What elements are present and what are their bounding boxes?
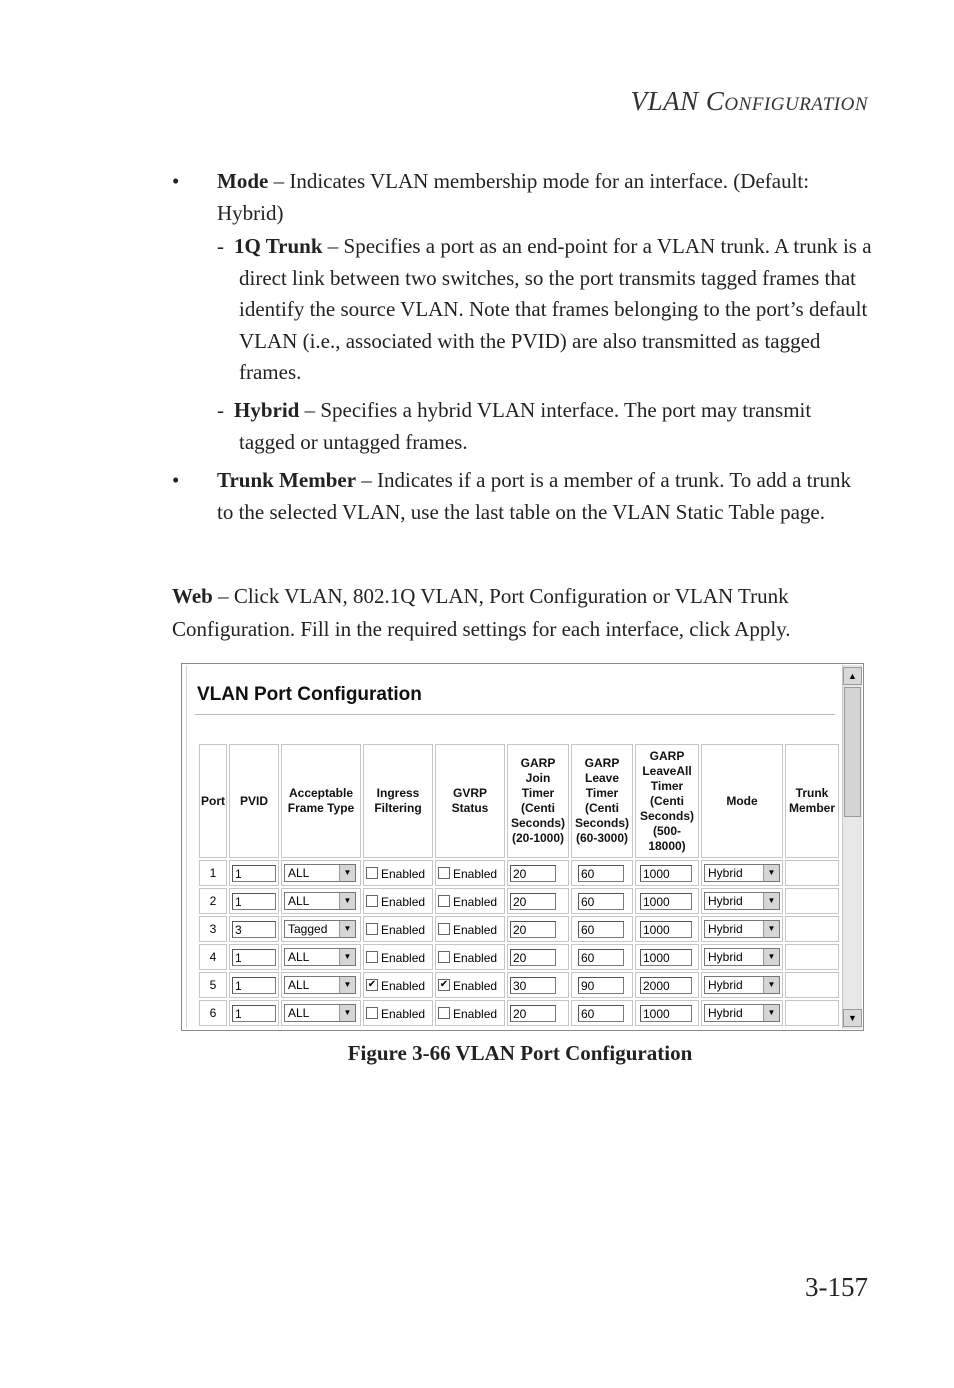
ingress-cell <box>363 1000 433 1026</box>
pvid-input[interactable]: 1 <box>232 949 276 966</box>
mode-cell <box>701 1000 783 1026</box>
gvrp-cell <box>435 972 505 998</box>
join-cell <box>507 944 569 970</box>
port-number: 1 <box>199 860 227 886</box>
table-row <box>199 888 839 914</box>
subitem-term: Hybrid <box>234 398 300 422</box>
header-lan: LAN <box>647 86 706 116</box>
chevron-down-icon: ▼ <box>339 893 355 909</box>
garp-join-input[interactable]: 30 <box>510 977 556 994</box>
frame-type-cell <box>281 888 361 914</box>
leave-cell <box>571 972 633 998</box>
port-number: 2 <box>199 888 227 914</box>
frame-type-select[interactable] <box>284 864 356 882</box>
pvid-input[interactable]: 1 <box>232 977 276 994</box>
chevron-down-icon: ▼ <box>339 977 355 993</box>
table-row <box>199 860 839 886</box>
mode-value: Hybrid <box>708 922 743 936</box>
checkbox-label: Enabled <box>381 1006 426 1021</box>
port-number: 4 <box>199 944 227 970</box>
mode-select[interactable] <box>704 976 780 994</box>
vertical-scrollbar[interactable] <box>842 665 862 1029</box>
bullet-dot: • <box>172 169 180 193</box>
leaveall-cell <box>635 944 699 970</box>
gvrp-status-checkbox[interactable] <box>438 951 450 963</box>
ingress-filtering-checkbox[interactable] <box>366 867 378 879</box>
frame-type-cell <box>281 944 361 970</box>
join-cell <box>507 972 569 998</box>
col-gvrp: GVRP Status <box>435 744 505 858</box>
frame-type-cell <box>281 916 361 942</box>
mode-cell <box>701 860 783 886</box>
garp-leaveall-input[interactable]: 1000 <box>640 1005 692 1022</box>
garp-leaveall-input[interactable]: 1000 <box>640 893 692 910</box>
frame-type-select[interactable] <box>284 892 356 910</box>
checkbox-label: Enabled <box>453 894 498 909</box>
garp-leaveall-input[interactable]: 1000 <box>640 949 692 966</box>
subitem-dash: - <box>217 234 224 258</box>
col-trunk-member: Trunk Member <box>785 744 839 858</box>
config-panel <box>186 666 841 1028</box>
frame-type-cell <box>281 860 361 886</box>
chevron-down-icon: ▼ <box>339 865 355 881</box>
pvid-cell <box>229 972 279 998</box>
col-port: Port <box>199 744 227 858</box>
pvid-input[interactable]: 1 <box>232 893 276 910</box>
checkbox-label: Enabled <box>453 978 498 993</box>
join-cell <box>507 888 569 914</box>
running-header <box>631 86 868 117</box>
ingress-cell <box>363 972 433 998</box>
subitem-text: – Specifies a hybrid VLAN interface. The port may transmit tagged or untagged frames. <box>239 398 812 454</box>
garp-leaveall-input[interactable]: 2000 <box>640 977 692 994</box>
garp-leave-input[interactable]: 60 <box>578 949 624 966</box>
join-cell <box>507 916 569 942</box>
col-garp-leave: GARP Leave Timer (Centi Seconds) (60-3000) <box>571 744 633 858</box>
col-garp-join: GARP Join Timer (Centi Seconds) (20-1000) <box>507 744 569 858</box>
vlan-table-body <box>199 860 839 1026</box>
trunk-member-cell <box>785 860 839 886</box>
join-cell <box>507 860 569 886</box>
gvrp-status-checkbox[interactable] <box>438 923 450 935</box>
subitem-term: 1Q Trunk <box>234 234 323 258</box>
gvrp-status-checkbox[interactable] <box>438 867 450 879</box>
bullet-text: – Indicates VLAN membership mode for an interface. (Default: Hybrid) <box>217 169 810 225</box>
gvrp-cell <box>435 1000 505 1026</box>
mode-cell <box>701 888 783 914</box>
mode-select[interactable] <box>704 892 780 910</box>
garp-join-input[interactable]: 20 <box>510 949 556 966</box>
frame-type-select[interactable] <box>284 1004 356 1022</box>
mode-value: Hybrid <box>708 1006 743 1020</box>
col-frame-type: Acceptable Frame Type <box>281 744 361 858</box>
frame-type-value: ALL <box>288 950 310 964</box>
frame-type-select[interactable] <box>284 948 356 966</box>
checkbox-label: Enabled <box>453 866 498 881</box>
frame-type-value: ALL <box>288 894 310 908</box>
trunk-member-cell <box>785 972 839 998</box>
gvrp-status-checkbox[interactable] <box>438 979 450 991</box>
garp-join-input[interactable]: 20 <box>510 865 556 882</box>
frame-type-select[interactable] <box>284 920 356 938</box>
bullet-dot: • <box>172 468 180 492</box>
frame-type-value: Tagged <box>288 922 328 936</box>
vlan-port-table <box>197 742 841 1028</box>
mode-cell <box>701 916 783 942</box>
chevron-down-icon: ▼ <box>763 921 779 937</box>
ingress-filtering-checkbox[interactable] <box>366 979 378 991</box>
mode-value: Hybrid <box>708 866 743 880</box>
pvid-cell <box>229 860 279 886</box>
chevron-down-icon: ▼ <box>339 921 355 937</box>
bullet-mode <box>172 166 872 229</box>
mode-cell <box>701 972 783 998</box>
trunk-member-cell <box>785 1000 839 1026</box>
subitem-dash: - <box>217 398 224 422</box>
mode-value: Hybrid <box>708 950 743 964</box>
header-cap-v: V <box>630 86 648 116</box>
bullet-term: Mode <box>217 169 269 193</box>
checkbox-label: Enabled <box>453 922 498 937</box>
join-cell <box>507 1000 569 1026</box>
gvrp-cell <box>435 944 505 970</box>
pvid-cell <box>229 944 279 970</box>
panel-title: VLAN Port Configuration <box>197 684 422 705</box>
trunk-member-cell <box>785 888 839 914</box>
checkbox-label: Enabled <box>381 894 426 909</box>
leaveall-cell <box>635 972 699 998</box>
checkbox-label: Enabled <box>381 922 426 937</box>
garp-join-input[interactable]: 20 <box>510 1005 556 1022</box>
garp-leave-input[interactable]: 60 <box>578 921 624 938</box>
garp-leave-input[interactable]: 60 <box>578 1005 624 1022</box>
ingress-filtering-checkbox[interactable] <box>366 895 378 907</box>
mode-cell <box>701 944 783 970</box>
web-paragraph <box>172 580 872 645</box>
pvid-input[interactable]: 3 <box>232 921 276 938</box>
pvid-input[interactable]: 1 <box>232 865 276 882</box>
frame-type-select[interactable] <box>284 976 356 994</box>
ingress-filtering-checkbox[interactable] <box>366 923 378 935</box>
chevron-down-icon: ▼ <box>763 949 779 965</box>
leave-cell <box>571 888 633 914</box>
garp-leave-input[interactable]: 60 <box>578 865 624 882</box>
ingress-filtering-checkbox[interactable] <box>366 951 378 963</box>
frame-type-value: ALL <box>288 1006 310 1020</box>
bullet-trunk-member <box>172 465 872 528</box>
bullet-term: Trunk Member <box>217 468 357 492</box>
check-mark-icon: ✔ <box>439 979 449 991</box>
table-header-row <box>199 744 839 858</box>
checkbox-label: Enabled <box>381 978 426 993</box>
web-term: Web <box>172 584 213 608</box>
bullet-text: – Indicates if a port is a member of a trunk. To add a trunk to the selected VLAN, use the last table on the VLAN Static Table page. <box>217 468 852 524</box>
checkbox-label: Enabled <box>381 866 426 881</box>
col-ingress: Ingress Filtering <box>363 744 433 858</box>
pvid-cell <box>229 888 279 914</box>
figure-caption: Figure 3-66 VLAN Port Configuration <box>347 1041 693 1065</box>
ingress-cell <box>363 944 433 970</box>
pvid-input[interactable]: 1 <box>232 1005 276 1022</box>
port-number: 3 <box>199 916 227 942</box>
ingress-cell <box>363 916 433 942</box>
web-text: – Click VLAN, 802.1Q VLAN, Port Configuration or VLAN Trunk Configuration. Fill in the required settings for each interface, click Apply. <box>172 584 791 641</box>
check-mark-icon: ✔ <box>367 979 377 991</box>
pvid-cell <box>229 1000 279 1026</box>
mode-select[interactable] <box>704 1004 780 1022</box>
chevron-down-icon: ▼ <box>339 1005 355 1021</box>
header-cap-c: C <box>705 86 725 116</box>
mode-select[interactable] <box>704 864 780 882</box>
gvrp-status-checkbox[interactable] <box>438 895 450 907</box>
page-number: 3-157 <box>805 1272 868 1302</box>
col-garp-leaveall: GARP LeaveAll Timer (Centi Seconds) (500- 18000) <box>635 744 699 858</box>
garp-leaveall-input[interactable]: 1000 <box>640 865 692 882</box>
scroll-up-button[interactable]: ▲ <box>843 667 862 685</box>
trunk-member-cell <box>785 944 839 970</box>
scroll-down-button[interactable]: ▼ <box>843 1009 862 1027</box>
checkbox-label: Enabled <box>453 1006 498 1021</box>
port-number: 6 <box>199 1000 227 1026</box>
frame-type-value: ALL <box>288 978 310 992</box>
ingress-cell <box>363 860 433 886</box>
chevron-down-icon: ▼ <box>763 893 779 909</box>
mode-select[interactable] <box>704 948 780 966</box>
garp-leave-input[interactable]: 90 <box>578 977 624 994</box>
chevron-down-icon: ▼ <box>763 1005 779 1021</box>
leaveall-cell <box>635 1000 699 1026</box>
pvid-cell <box>229 916 279 942</box>
leaveall-cell <box>635 860 699 886</box>
garp-leaveall-input[interactable]: 1000 <box>640 921 692 938</box>
table-row <box>199 916 839 942</box>
gvrp-status-checkbox[interactable] <box>438 1007 450 1019</box>
trunk-member-cell <box>785 916 839 942</box>
checkbox-label: Enabled <box>381 950 426 965</box>
col-pvid: PVID <box>229 744 279 858</box>
leaveall-cell <box>635 888 699 914</box>
leaveall-cell <box>635 916 699 942</box>
title-divider <box>195 714 835 715</box>
subitem-hybrid <box>217 395 872 458</box>
mode-select[interactable] <box>704 920 780 938</box>
gvrp-cell <box>435 860 505 886</box>
ingress-cell <box>363 888 433 914</box>
frame-type-value: ALL <box>288 866 310 880</box>
subitem-1q-trunk <box>217 231 872 389</box>
mode-value: Hybrid <box>708 978 743 992</box>
garp-join-input[interactable]: 20 <box>510 921 556 938</box>
table-row <box>199 1000 839 1026</box>
port-number: 5 <box>199 972 227 998</box>
checkbox-label: Enabled <box>453 950 498 965</box>
subitem-text: – Specifies a port as an end-point for a VLAN trunk. A trunk is a direct link between two switches, so the port transmits tagged frames that identify the source VLAN. Note that frames belonging to the port’s default VLAN (i.e., associated with the PVID) are also transmitted as tagged frames. <box>239 234 872 384</box>
leave-cell <box>571 860 633 886</box>
table-row <box>199 972 839 998</box>
leave-cell <box>571 916 633 942</box>
scroll-thumb[interactable] <box>844 687 861 817</box>
col-mode: Mode <box>701 744 783 858</box>
header-small-caps: ONFIGURATION <box>724 94 868 115</box>
leave-cell <box>571 944 633 970</box>
chevron-down-icon: ▼ <box>763 865 779 881</box>
mode-value: Hybrid <box>708 894 743 908</box>
screenshot-figure <box>181 663 864 1031</box>
chevron-down-icon: ▼ <box>763 977 779 993</box>
garp-leave-input[interactable]: 60 <box>578 893 624 910</box>
garp-join-input[interactable]: 20 <box>510 893 556 910</box>
chevron-down-icon: ▼ <box>339 949 355 965</box>
ingress-filtering-checkbox[interactable] <box>366 1007 378 1019</box>
leave-cell <box>571 1000 633 1026</box>
gvrp-cell <box>435 888 505 914</box>
frame-type-cell <box>281 1000 361 1026</box>
frame-type-cell <box>281 972 361 998</box>
table-row <box>199 944 839 970</box>
gvrp-cell <box>435 916 505 942</box>
